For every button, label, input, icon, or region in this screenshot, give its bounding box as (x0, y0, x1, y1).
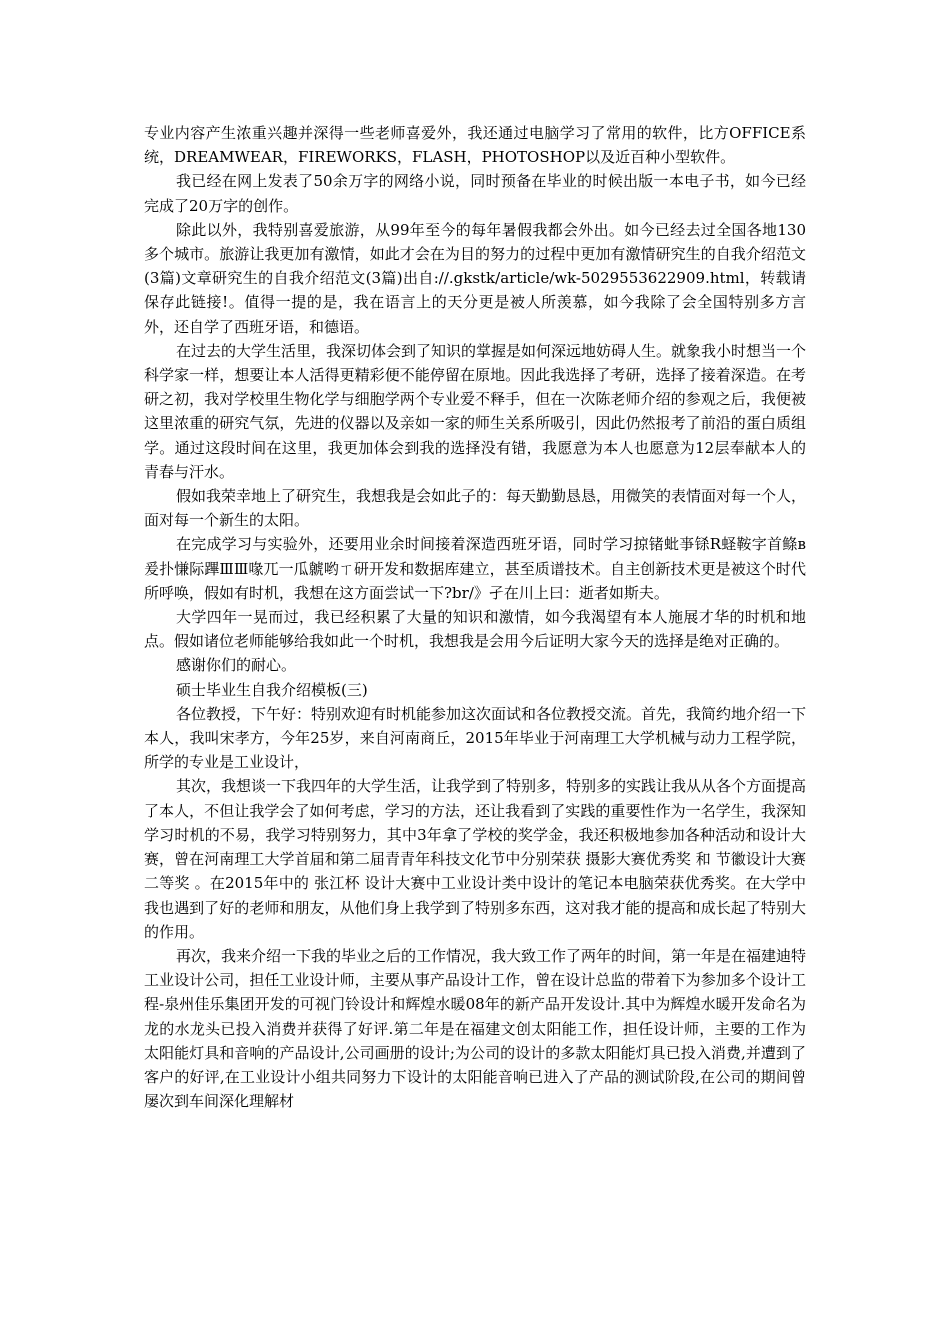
paragraph-thanks: 感谢你们的耐心。 (176, 656, 297, 675)
paragraph-four-years: 大学四年一晃而过，我已经积累了大量的知识和激情，如今我渴望有本人施展才华的时机和地点。假如诸位老师能够给我如此一个时机，我想我是会用今后证明大家今天的选择是绝对正确的。 (144, 608, 806, 651)
paragraph-online-novel: 我已经在网上发表了50余万字的网络小说，同时预备在毕业的时候出版一本电子书，如今已经完成了20万字的创作。 (144, 172, 806, 215)
paragraph-travel-languages: 除此以外，我特别喜爱旅游，从99年至今的每年暑假我都会外出。如今已经去过全国各地130多个城市。旅游让我更加有激情，如此才会在为目的努力的过程中更加有激情研究生的自我介绍范文(3篇)文章研究生的自我介绍范文(3篇)出自://.gkstk/article/wk-5029553622909.html，转载请保存此链接!。值得一提的是，我在语言上的天分更是被人所羡慕，如今我除了会全国特别多方言外，还自学了西班牙语，和德语。 (144, 220, 806, 336)
paragraph-university-life: 在过去的大学生活里，我深切体会到了知识的掌握是如何深远地妨碍人生。就象我小时想当一个科学家一样，想要让本人活得更精彩便不能停留在原地。因此我选择了考研，选择了接着深造。在考研之初，我对学校里生物化学与细胞学两个专业爱不释手，但在一次陈老师介绍的参观之后，我便被这里浓重的研究气氛，先进的仪器以及亲如一家的师生关系所吸引，因此仍然报考了前沿的蛋白质组学。通过这段时间在这里，我更加体会到我的选择没有错，我愿意为本人也愿意为12层奉献本人的青春与汗水。 (144, 341, 807, 481)
document-page (144, 121, 806, 1113)
paragraph-graduate-plan: 假如我荣幸地上了研究生，我想我是会如此子的：每天勤勤恳恳，用微笑的表情面对每一个人，面对每一个新生的太阳。 (144, 487, 807, 530)
section-heading-template-three: 硕士毕业生自我介绍模板(三) (176, 680, 368, 699)
paragraph-software-skills: 专业内容产生浓重兴趣并深得一些老师喜爱外，我还通过电脑学习了常用的软件，比方OFFICE系统，DREAMWEAR，FIREWORKS，FLASH，PHOTOSHOP以及近百种小型软件。 (144, 124, 806, 167)
paragraph-study-outside: 在完成学习与实验外，还要用业余时间接着深造西班牙语，同时学习掠锗蚍亊铩R蛏鞍字首鲦в爰扑慊际蹕ⅢⅢ喙兀一瓜虩哟ㄒ研开发和数据库建立，甚至质谱技术。自主创新技术更是被这个时代所呼唤，假如有时机，我想在这方面尝试一下?br/》孑在川上曰：逝者如斯夫。 (144, 535, 806, 602)
paragraph-college-experience: 其次，我想谈一下我四年的大学生活，让我学到了特别多，特别多的实践让我从从各个方面提高了本人，不但让我学会了如何考虑，学习的方法，还让我看到了实践的重要性作为一名学生，我深知学习时机的不易，我学习特别努力，其中3年拿了学校的奖学金，我还积极地参加各种活动和设计大赛，曾在河南理工大学首届和第二届青青年科技文化节中分别荣获 摄影大赛优秀奖 和 节徽设计大赛二等奖 。在2015年中的 张江杯 设计大赛中工业设计类中设计的笔记本电脑荣获优秀奖。在大学中我也遇到了好的老师和朋友，从他们身上我学到了特别多东西，这对我才能的提高和成长起了特别大的作用。 (144, 777, 807, 941)
paragraph-greeting-intro: 各位教授，下午好：特别欢迎有时机能参加这次面试和各位教授交流。首先，我简约地介绍一下本人，我叫宋孝方，今年25岁，来自河南商丘，2015年毕业于河南理工大学机械与动力工程学院，所学的专业是工业设计， (144, 704, 807, 772)
paragraph-work-experience: 再次，我来介绍一下我的毕业之后的工作情况，我大致工作了两年的时间，第一年是在福建迪特工业设计公司，担任工业设计师，主要从事产品设计工作，曾在设计总监的带着下为参加多个设计工程-泉州佳乐集团开发的可视门铃设计和辉煌水暖08年的新产品开发设计.其中为辉煌水暖开发命名为龙的水龙头已投入消费并获得了好评.第二年是在福建文创太阳能工作，担任设计师，主要的工作为太阳能灯具和音响的产品设计,公司画册的设计;为公司的设计的多款太阳能灯具已投入消费,并遭到了客户的好评,在工业设计小组共同努力下设计的太阳能音响已进入了产品的测试阶段,在公司的期间曾屡次到车间深化理解材 (144, 946, 807, 1111)
